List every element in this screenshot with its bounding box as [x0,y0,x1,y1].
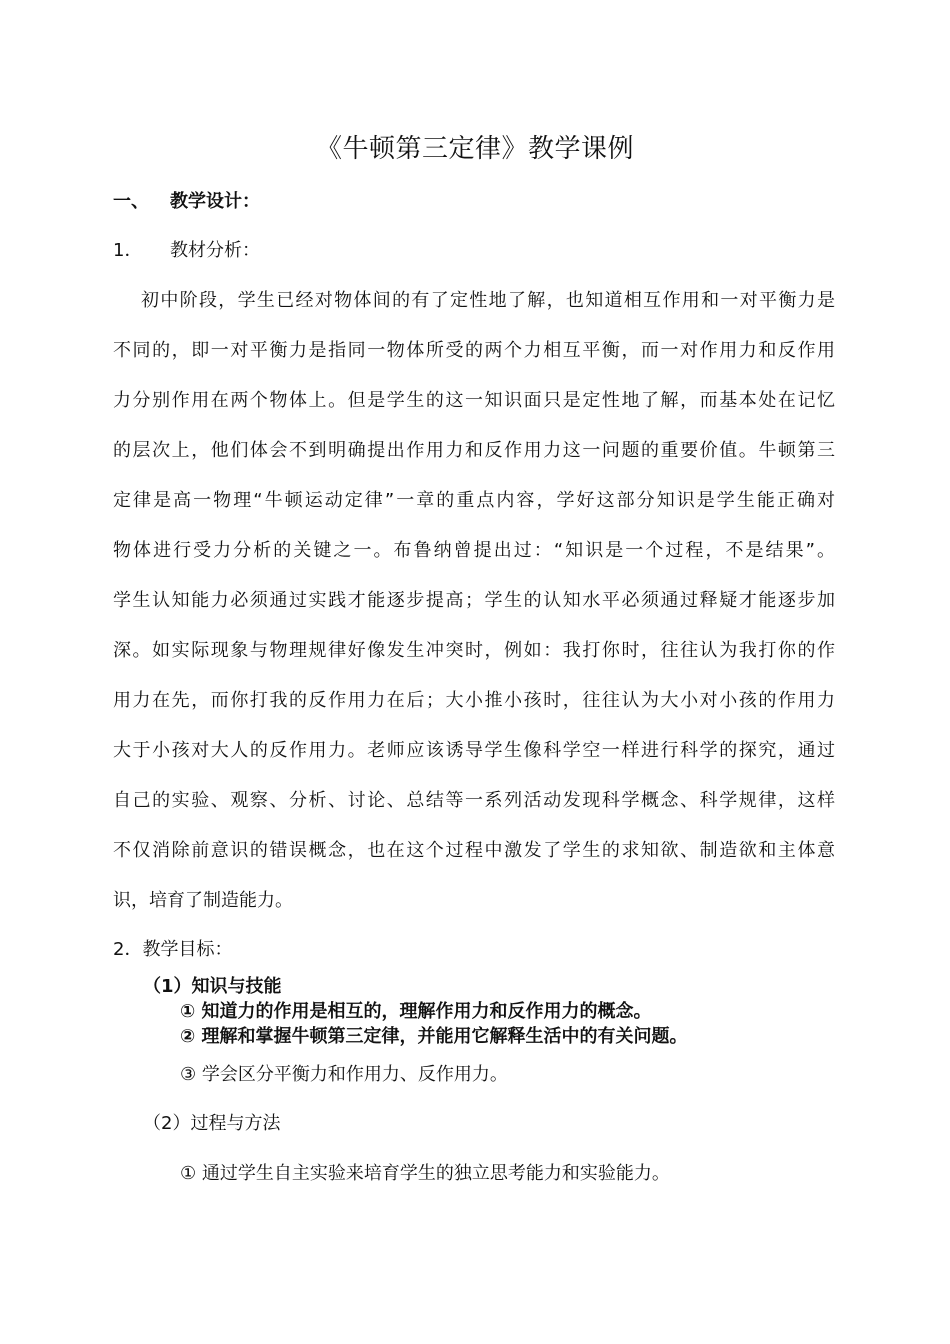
objective-item: ① 通过学生自主实验来培育学生的独立思考能力和实验能力。 [180,1163,670,1184]
section-number: 一、 [113,191,149,212]
paragraph-line: 学生认知能力必须通过实践才能逐步提高；学生的认知水平必须通过释疑才能逐步加 [113,590,835,611]
document-title: 《牛顿第三定律》教学课例 [315,134,634,164]
paragraph-line: 的层次上，他们体会不到明确提出作用力和反作用力这一问题的重要价值。牛顿第三 [113,440,835,461]
paragraph-line: 定律是高一物理“牛顿运动定律”一章的重点内容，学好这部分知识是学生能正确对 [113,490,835,511]
paragraph-line: 物体进行受力分析的关键之一。布鲁纳曾提出过：“知识是一个过程，不是结果”。 [113,540,835,561]
section-heading: 教学设计： [170,191,260,212]
subsection-number: 1． [113,240,143,261]
paragraph-line: 识，培育了制造能力。 [113,890,293,911]
objective-item: ① 知道力的作用是相互的，理解作用力和反作用力的概念。 [180,1001,652,1022]
objectives-heading: 2．教学目标： [113,939,233,960]
paragraph-line: 用力在先，而你打我的反作用力在后；大小推小孩时，往往认为大小对小孩的作用力 [113,690,835,711]
paragraph-line: 不同的，即一对平衡力是指同一物体所受的两个力相互平衡，而一对作用力和反作用 [113,340,835,361]
paragraph-line: 初中阶段，学生已经对物体间的有了定性地了解，也知道相互作用和一对平衡力是 [141,290,835,311]
objective-item: ② 理解和掌握牛顿第三定律，并能用它解释生活中的有关问题。 [180,1026,688,1047]
paragraph-line: 自己的实验、观察、分析、讨论、总结等一系列活动发现科学概念、科学规律，这样 [113,790,835,811]
paragraph-line: 不仅消除前意识的错误概念，也在这个过程中激发了学生的求知欲、制造欲和主体意 [113,840,835,861]
paragraph-line: 大于小孩对大人的反作用力。老师应该诱导学生像科学空一样进行科学的探究，通过 [113,740,835,761]
objective-item: ③ 学会区分平衡力和作用力、反作用力。 [180,1064,508,1085]
subsection-heading: 教材分析： [170,240,260,261]
objective-heading: （2）过程与方法 [143,1113,281,1134]
paragraph-line: 深。如实际现象与物理规律好像发生冲突时，例如：我打你时，往往认为我打你的作 [113,640,835,661]
objective-heading: （1）知识与技能 [143,976,282,997]
paragraph-line: 力分别作用在两个物体上。但是学生的这一知识面只是定性地了解，而基本处在记忆 [113,390,835,411]
